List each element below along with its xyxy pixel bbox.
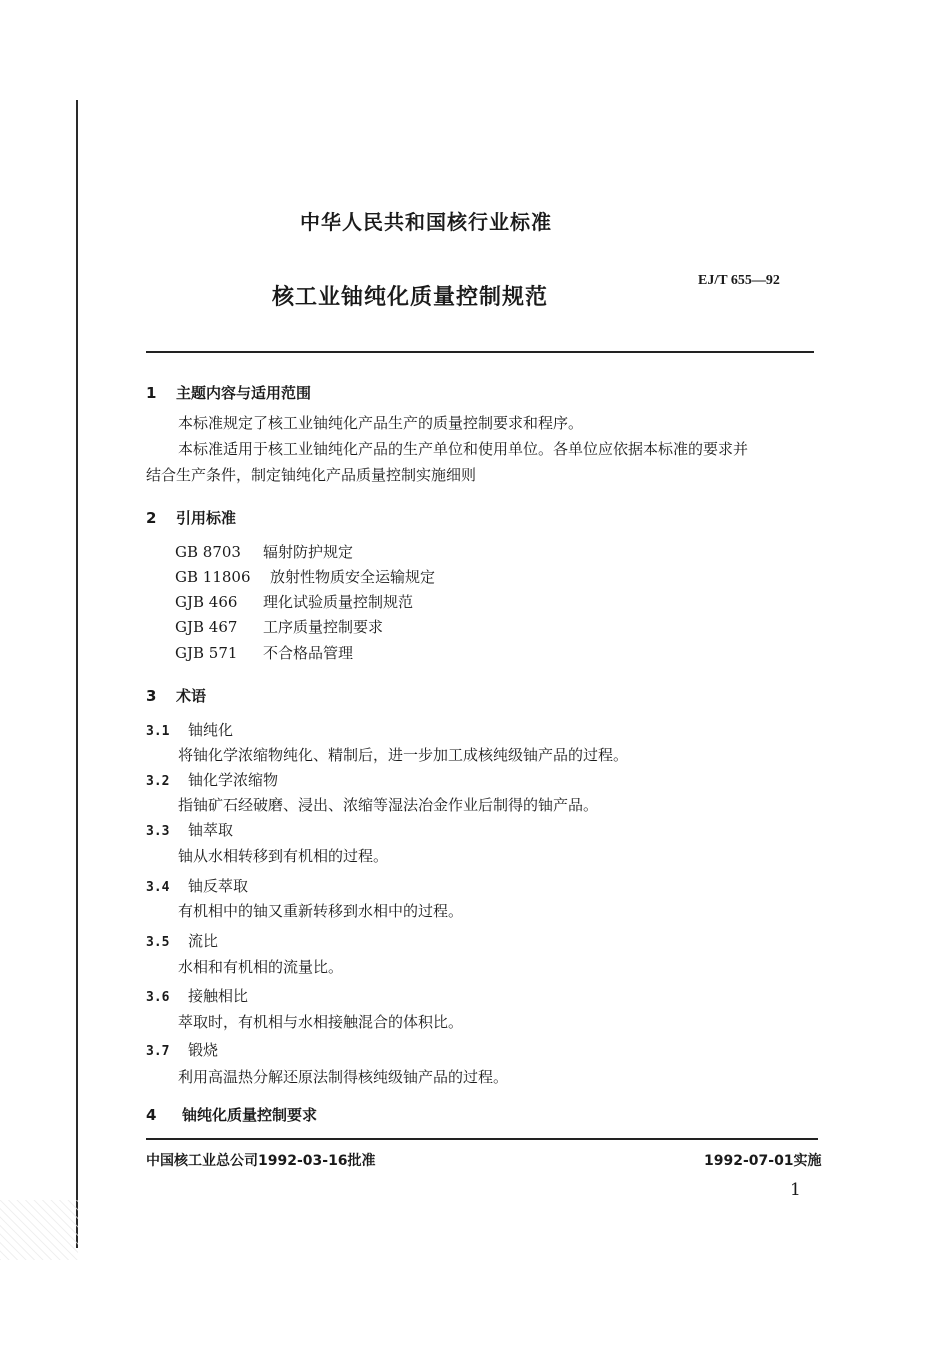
section-1-para-2-line-1: 本标准适用于核工业铀纯化产品的生产单位和使用单位。各单位应依据本标准的要求并 — [178, 440, 749, 458]
section-4-heading — [146, 1104, 317, 1125]
term-heading — [146, 930, 218, 951]
section-number: 4 — [146, 1106, 157, 1124]
reference-code: GB 11806 — [175, 568, 251, 586]
term-name: 锻烧 — [188, 1041, 219, 1059]
term-definition: 萃取时，有机相与水相接触混合的体积比。 — [178, 1013, 464, 1031]
reference-code: GJB 467 — [175, 618, 238, 636]
term-heading — [146, 875, 248, 896]
term-heading — [146, 769, 278, 790]
section-title: 主题内容与适用范围 — [176, 384, 312, 402]
term-definition: 水相和有机相的流量比。 — [178, 958, 344, 976]
section-3-heading — [146, 685, 206, 706]
section-title: 铀纯化质量控制要求 — [182, 1106, 318, 1124]
standard-class-heading: 中华人民共和国核行业标准 — [300, 210, 552, 234]
section-number: 3 — [146, 687, 157, 705]
term-name: 接触相比 — [188, 987, 249, 1005]
reference-item — [175, 642, 353, 663]
scan-edge-line — [76, 100, 78, 1248]
reference-name: 工序质量控制要求 — [263, 618, 384, 636]
term-number: 3.6 — [146, 990, 170, 1005]
section-title: 引用标准 — [176, 509, 237, 527]
header-rule — [146, 351, 814, 353]
term-definition: 有机相中的铀又重新转移到水相中的过程。 — [178, 902, 464, 920]
section-1-para-2-line-2: 结合生产条件，制定铀纯化产品质量控制实施细则 — [146, 466, 477, 484]
section-1-para-1: 本标准规定了核工业铀纯化产品生产的质量控制要求和程序。 — [178, 414, 584, 432]
reference-code: GB 8703 — [175, 543, 241, 561]
term-definition: 铀从水相转移到有机相的过程。 — [178, 847, 389, 865]
term-heading — [146, 985, 248, 1006]
implementation-date: 1992-07-01实施 — [704, 1153, 822, 1169]
term-number: 3.5 — [146, 935, 170, 950]
section-1-heading — [146, 382, 311, 403]
term-number: 3.7 — [146, 1044, 170, 1059]
reference-name: 辐射防护规定 — [263, 543, 354, 561]
reference-name: 理化试验质量控制规范 — [263, 593, 414, 611]
term-number: 3.4 — [146, 880, 170, 895]
reference-item — [175, 616, 383, 637]
term-definition: 利用高温热分解还原法制得核纯级铀产品的过程。 — [178, 1068, 509, 1086]
document-title: 核工业铀纯化质量控制规范 — [272, 285, 549, 310]
term-heading — [146, 1039, 218, 1060]
reference-item — [175, 566, 435, 587]
term-heading — [146, 819, 233, 840]
section-title: 术语 — [176, 687, 207, 705]
reference-name: 不合格品管理 — [263, 644, 354, 662]
scan-noise — [0, 1200, 78, 1260]
reference-code: GJB 571 — [175, 644, 238, 662]
standard-number: EJ/T 655—92 — [698, 273, 780, 288]
term-name: 铀纯化 — [188, 721, 234, 739]
reference-item — [175, 541, 353, 562]
term-name: 流比 — [188, 932, 219, 950]
reference-name: 放射性物质安全运输规定 — [270, 568, 436, 586]
page-number: 1 — [790, 1180, 801, 1200]
section-2-heading — [146, 507, 236, 528]
term-name: 铀化学浓缩物 — [188, 771, 279, 789]
term-definition: 指铀矿石经破磨、浸出、浓缩等湿法冶金作业后制得的铀产品。 — [178, 796, 599, 814]
term-name: 铀萃取 — [188, 821, 234, 839]
reference-code: GJB 466 — [175, 593, 238, 611]
term-number: 3.2 — [146, 774, 170, 789]
section-number: 1 — [146, 384, 157, 402]
term-name: 铀反萃取 — [188, 877, 249, 895]
footer-rule — [146, 1138, 818, 1140]
section-number: 2 — [146, 509, 157, 527]
approval-note: 中国核工业总公司1992-03-16批准 — [146, 1153, 376, 1169]
term-number: 3.3 — [146, 824, 170, 839]
term-heading — [146, 719, 233, 740]
term-number: 3.1 — [146, 724, 170, 739]
reference-item — [175, 591, 413, 612]
term-definition: 将铀化学浓缩物纯化、精制后，进一步加工成核纯级铀产品的过程。 — [178, 746, 629, 764]
